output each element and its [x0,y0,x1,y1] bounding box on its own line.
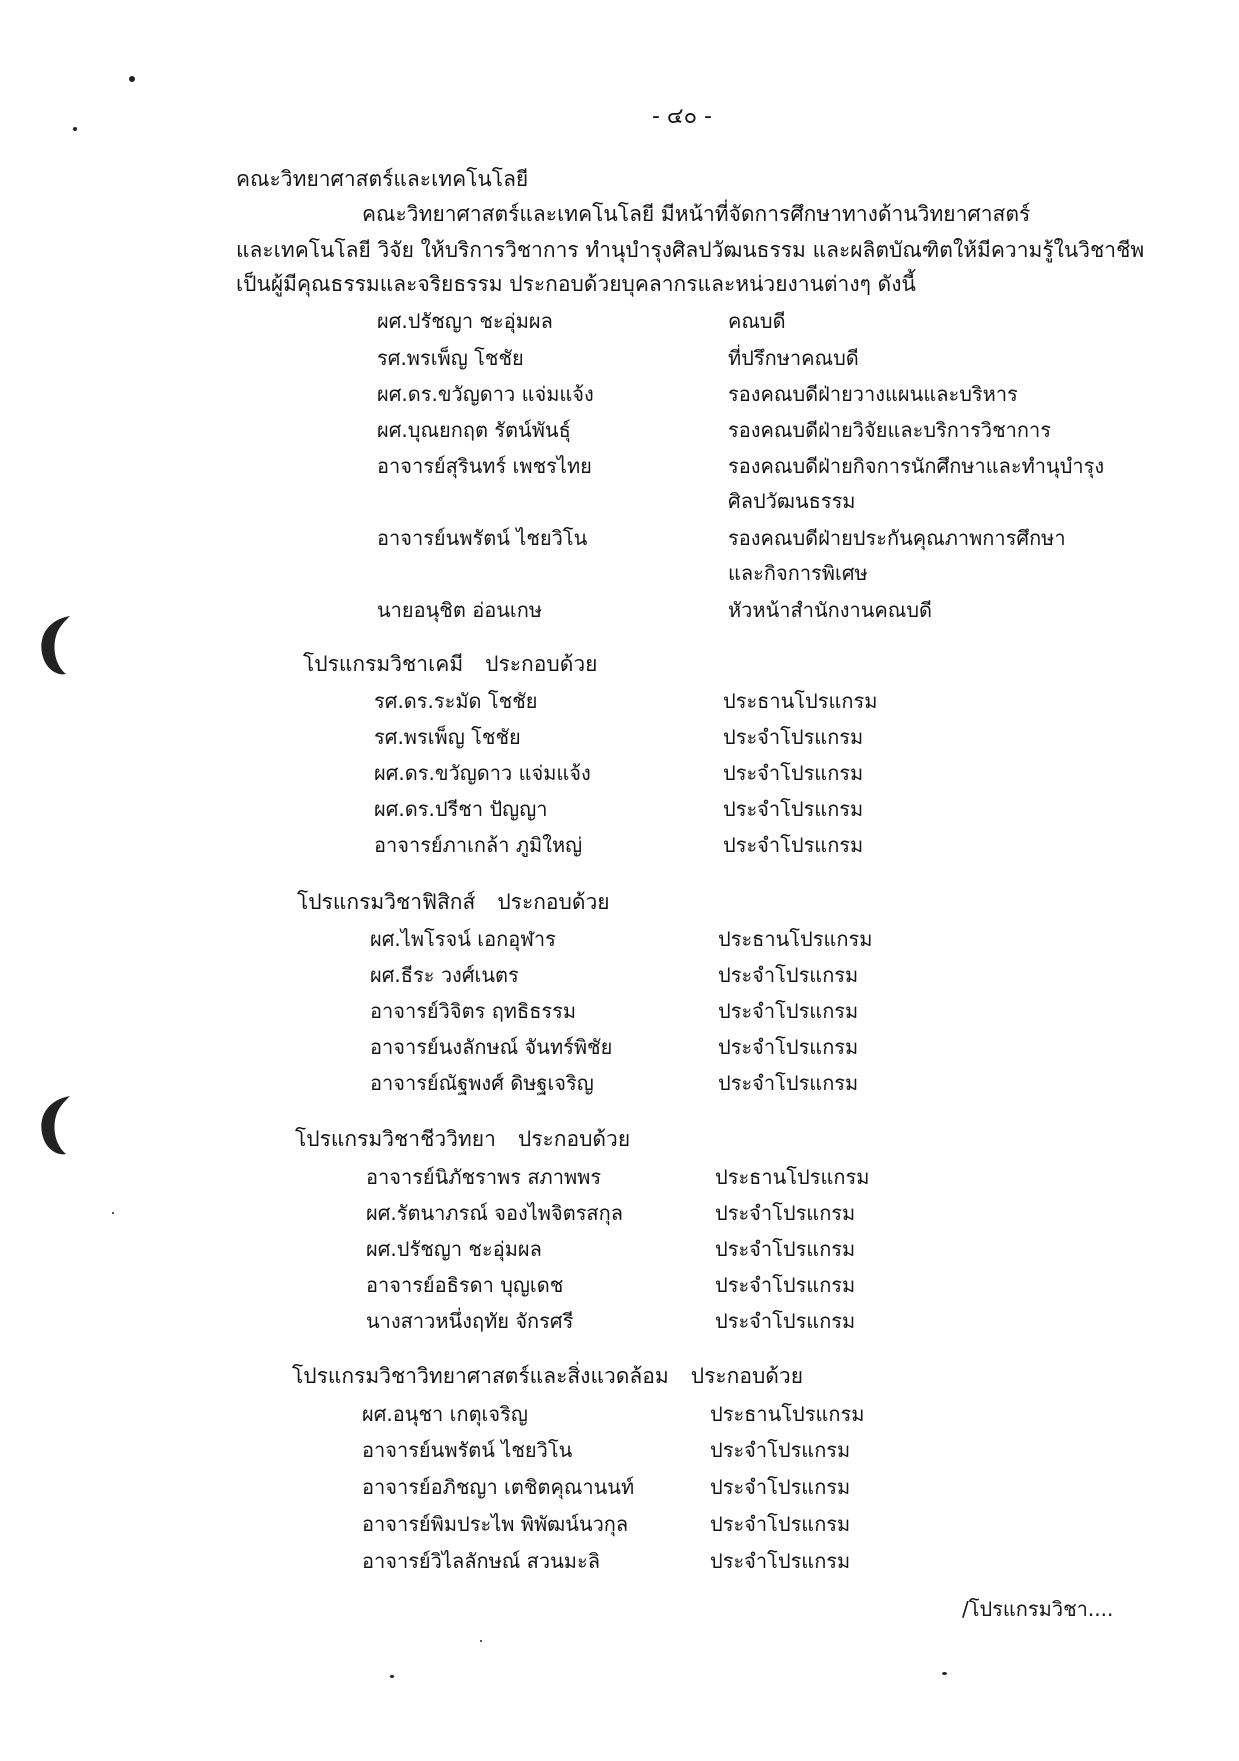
scan-speck [942,1672,947,1675]
scan-speck [480,1640,482,1642]
member-role: ประธานโปรแกรม [715,1165,870,1189]
scan-speck [73,127,77,131]
program-heading-suffix: ประกอบด้วย [690,1364,804,1388]
executive-name: อาจารย์สุรินทร์ เพชรไทย [377,454,592,478]
program-heading [295,1123,630,1156]
program-title: โปรแกรมวิชาเคมี [303,652,464,676]
member-role: ประจำโปรแกรม [715,1201,856,1225]
executive-role: รองคณบดีฝ่ายวางแผนและบริหาร [728,382,1018,406]
executive-role: ที่ปรึกษาคณบดี [728,346,859,370]
member-name: อาจารย์อภิชญา เตชิตคุณานนท์ [362,1475,635,1499]
member-role: ประจำโปรแกรม [710,1512,851,1536]
executive-role: หัวหน้าสำนักงานคณบดี [728,598,933,622]
member-role: ประจำโปรแกรม [715,1237,856,1261]
member-name: อาจารย์นิภัชราพร สภาพพร [366,1165,602,1189]
executive-name: นายอนุชิต อ่อนเกษ [377,598,543,622]
member-name: ผศ.ดร.ปรีชา ปัญญา [374,797,548,821]
program-heading-suffix: ประกอบด้วย [497,890,610,914]
member-name: ผศ.รัตนาภรณ์ จองไพจิตรสกุล [366,1201,624,1225]
member-name: อาจารย์อธิรดา บุญเดช [366,1273,564,1297]
program-title: โปรแกรมวิชาชีววิทยา [295,1127,496,1151]
member-name: อาจารย์พิมประไพ พิพัฒน์นวกุล [362,1512,629,1536]
member-role: ประจำโปรแกรม [715,1273,856,1297]
member-name: ผศ.ดร.ขวัญดาว แจ่มแจ้ง [374,761,591,785]
member-name: อาจารย์ณัฐพงศ์ ดิษฐเจริญ [370,1071,594,1095]
executive-name: ผศ.บุณยกฤต รัตน์พันธุ์ [377,418,571,442]
program-heading-suffix: ประกอบด้วย [485,652,598,676]
program-heading [303,648,597,681]
member-role: ประจำโปรแกรม [723,725,864,749]
scan-speck [112,1212,114,1214]
member-name: อาจารย์วิไลลักษณ์ สวนมะลิ [362,1549,600,1573]
program-title: โปรแกรมวิชาวิทยาศาสตร์และสิ่งแวดล้อม [292,1364,669,1388]
program-title: โปรแกรมวิชาฟิสิกส์ [297,890,476,914]
member-role: ประจำโปรแกรม [718,1071,859,1095]
member-name: ผศ.ปรัชญา ชะอุ่มผล [366,1237,542,1261]
member-name: นางสาวหนึ่งฤทัย จักรศรี [366,1309,574,1333]
executive-name: ผศ.ปรัชญา ชะอุ่มผล [377,309,553,333]
member-role: ประจำโปรแกรม [718,999,859,1023]
member-role: ประจำโปรแกรม [723,797,864,821]
page-number: - ๔๐ - [652,104,712,129]
program-heading [297,886,610,919]
member-name: อาจารย์วิจิตร ฤทธิธรรม [370,999,577,1023]
member-role: ประจำโปรแกรม [718,1035,859,1059]
member-name: อาจารย์นพรัตน์ ไชยวิโน [362,1438,573,1462]
continuation-note: /โปรแกรมวิชา.... [962,1597,1114,1621]
executive-role: รองคณบดีฝ่ายประกันคุณภาพการศึกษา [728,526,1066,550]
member-name: รศ.ดร.ระมัด โชชัย [374,689,538,713]
member-name: ผศ.อนุชา เกตุเจริญ [362,1402,528,1426]
scan-speck [390,1675,394,1678]
member-name: อาจารย์นงลักษณ์ จันทร์พิชัย [370,1035,613,1059]
page-title: คณะวิทยาศาสตร์และเทคโนโลยี [236,167,529,191]
member-role: ประจำโปรแกรม [718,963,859,987]
member-name: รศ.พรเพ็ญ โชชัย [374,725,521,749]
punch-hole-mark [30,1090,78,1160]
program-heading [292,1360,803,1393]
executive-name: ผศ.ดร.ขวัญดาว แจ่มแจ้ง [377,382,594,406]
member-role: ประจำโปรแกรม [710,1438,851,1462]
executive-name: รศ.พรเพ็ญ โชชัย [377,346,524,370]
program-heading-suffix: ประกอบด้วย [517,1127,631,1151]
intro-paragraph-line: คณะวิทยาศาสตร์และเทคโนโลยี มีหน้าที่จัดการศึกษาทางด้านวิทยาศาสตร์ [362,202,1031,226]
executive-name: อาจารย์นพรัตน์ ไชยวิโน [377,526,588,550]
member-name: ผศ.ธีระ วงศ์เนตร [370,963,519,987]
executive-role-continued: และกิจการพิเศษ [728,561,868,585]
executive-role-continued: ศิลปวัฒนธรรม [728,489,856,513]
executive-role: รองคณบดีฝ่ายวิจัยและบริการวิชาการ [728,418,1051,442]
member-role: ประจำโปรแกรม [710,1549,851,1573]
member-role: ประจำโปรแกรม [710,1475,851,1499]
punch-hole-mark [30,610,78,680]
member-role: ประจำโปรแกรม [715,1309,856,1333]
member-role: ประธานโปรแกรม [723,689,878,713]
member-role: ประธานโปรแกรม [718,927,873,951]
intro-paragraph-line: เป็นผู้มีคุณธรรมและจริยธรรม ประกอบด้วยบุคลากรและหน่วยงานต่างๆ ดังนี้ [236,272,916,296]
member-role: ประจำโปรแกรม [723,761,864,785]
executive-role: รองคณบดีฝ่ายกิจการนักศึกษาและทำนุบำรุง [728,454,1105,478]
intro-paragraph-line: และเทคโนโลยี วิจัย ให้บริการวิชาการ ทำนุบำรุงศิลปวัฒนธรรม และผลิตบัณฑิตให้มีความรู้ในวิชาชีพ [236,238,1145,262]
member-role: ประธานโปรแกรม [710,1402,865,1426]
member-name: อาจารย์ภาเกล้า ภูมิใหญ่ [374,833,583,857]
member-name: ผศ.ไพโรจน์ เอกอุฬาร [370,927,556,951]
scan-speck [129,76,135,82]
member-role: ประจำโปรแกรม [723,833,864,857]
executive-role: คณบดี [728,309,786,333]
